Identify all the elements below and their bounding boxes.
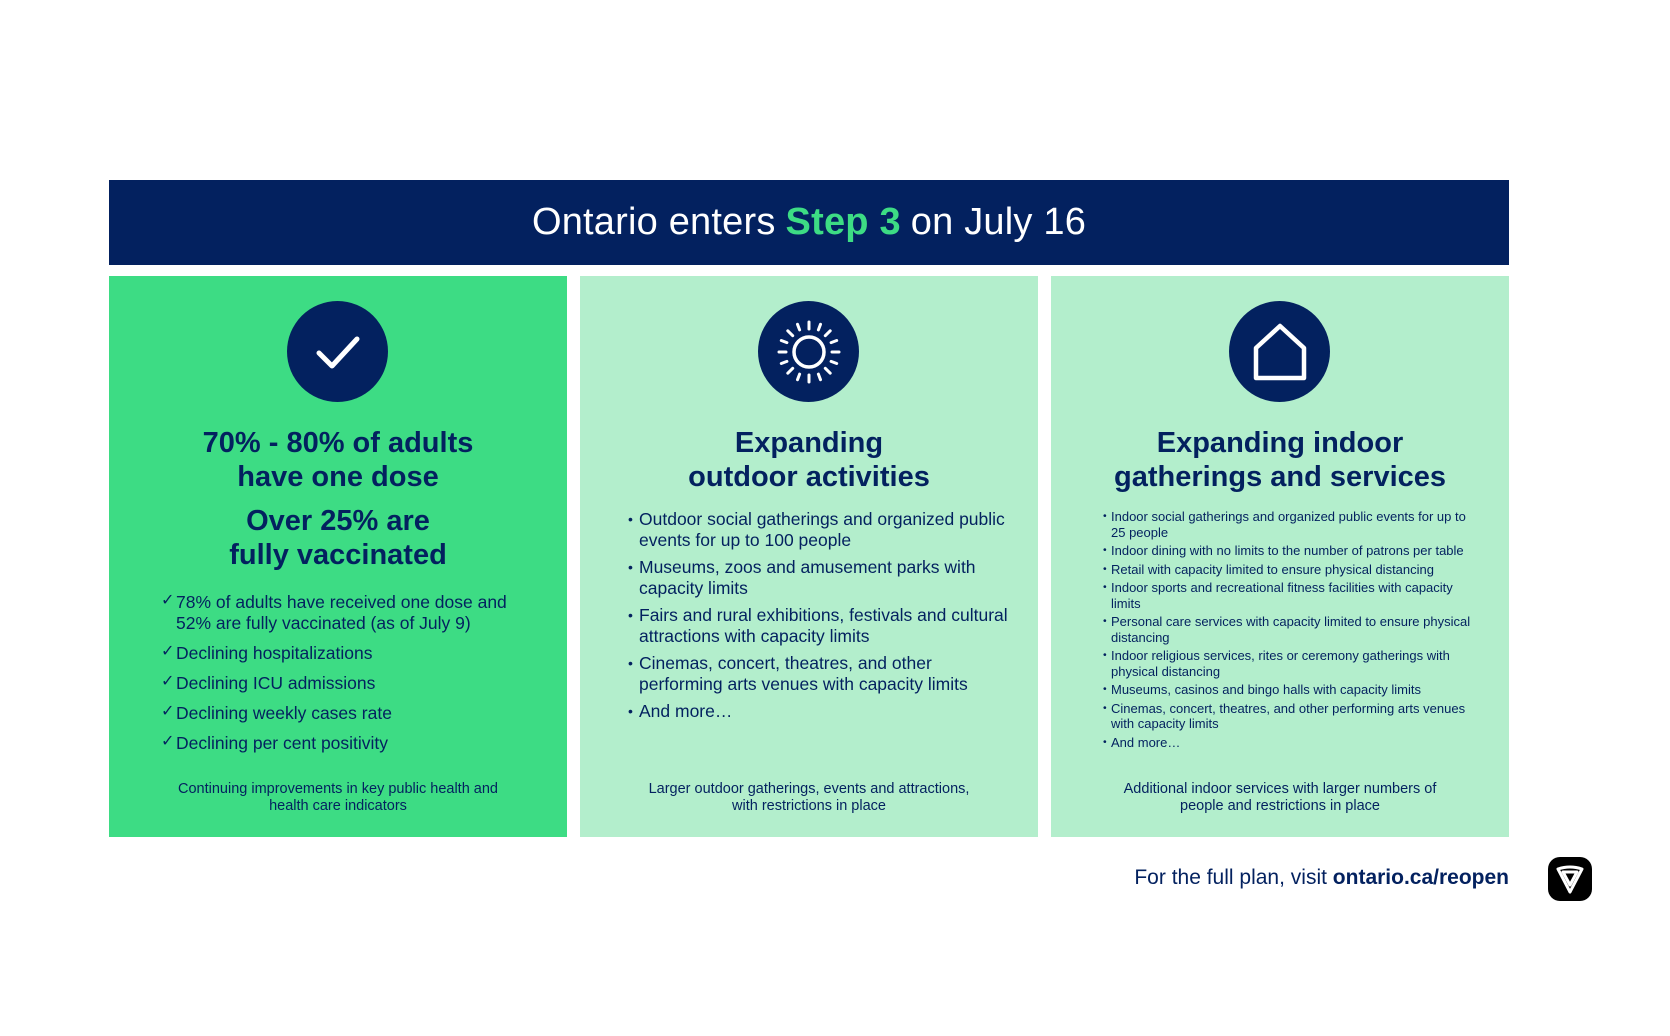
- list-item: • And more…: [1103, 735, 1473, 751]
- card-heading: [580, 426, 1038, 494]
- banner-prefix: Ontario enters: [531, 201, 776, 243]
- list-item: • Indoor dining with no limits to the number of patrons per table: [1103, 543, 1473, 559]
- list-item: • Cinemas, concert, theatres, and other performing arts venues with capacity limits: [628, 653, 1008, 695]
- heading-line: Expanding indoor: [1156, 427, 1404, 459]
- check-mark-icon: ✓: [161, 733, 175, 750]
- indicator-list: [161, 592, 541, 763]
- indoor-list: [1103, 509, 1473, 753]
- card-footer: Additional indoor services with larger numbers of people and restrictions in place: [1123, 781, 1437, 814]
- list-item-text: 78% of adults have received one dose and 52% are fully vaccinated (as of July 9): [176, 592, 507, 633]
- card-footer: Continuing improvements in key public health and health care indicators: [178, 781, 498, 814]
- list-item: [161, 733, 541, 754]
- card-subheading: [109, 504, 567, 572]
- heading-line: outdoor activities: [688, 461, 930, 493]
- list-item: • Outdoor social gatherings and organized public events for up to 100 people: [628, 509, 1008, 551]
- list-item-text: Declining per cent positivity: [176, 733, 389, 753]
- list-item: • Indoor social gatherings and organized public events for up to 25 people: [1103, 509, 1473, 540]
- list-item: • Personal care services with capacity limited to ensure physical distancing: [1103, 614, 1473, 645]
- heading-line: Expanding: [734, 427, 884, 459]
- banner-suffix: on July 16: [910, 201, 1087, 243]
- list-item: • Museums, casinos and bingo halls with capacity limits: [1103, 682, 1473, 698]
- list-item-text: Declining ICU admissions: [176, 673, 376, 693]
- card-heading: [1051, 426, 1509, 494]
- vaccination-card: [109, 276, 567, 837]
- check-mark-icon: ✓: [161, 673, 175, 690]
- heading-line: 70% - 80% of adults: [202, 427, 474, 459]
- full-plan-footer: [1000, 866, 1509, 890]
- check-mark-icon: ✓: [161, 592, 175, 609]
- heading-line: have one dose: [237, 461, 439, 493]
- subheading-line: fully vaccinated: [229, 539, 447, 571]
- list-item: [161, 592, 541, 634]
- card-heading: [109, 426, 567, 494]
- subheading-line: Over 25% are: [246, 505, 430, 537]
- list-item: • Fairs and rural exhibitions, festivals and cultural attractions with capacity limits: [628, 605, 1008, 647]
- reopen-link[interactable]: ontario.ca/reopen: [1332, 866, 1509, 889]
- outdoor-list: [628, 509, 1008, 728]
- list-item-text: Declining hospitalizations: [176, 643, 373, 663]
- list-item: • Indoor religious services, rites or ceremony gatherings with physical distancing: [1103, 648, 1473, 679]
- list-item: • Retail with capacity limited to ensure physical distancing: [1103, 562, 1473, 578]
- sun-icon: [758, 301, 859, 402]
- list-item: [161, 703, 541, 724]
- list-item: • And more…: [628, 701, 1008, 722]
- list-item: • Cinemas, concert, theatres, and other performing arts venues with capacity limits: [1103, 701, 1473, 732]
- heading-line: gatherings and services: [1113, 461, 1447, 493]
- list-item: [161, 673, 541, 694]
- page-title-banner: [109, 180, 1509, 265]
- list-item: • Museums, zoos and amusement parks with capacity limits: [628, 557, 1008, 599]
- ontario-trillium-logo-icon: [1548, 857, 1592, 901]
- outdoor-activities-card: [580, 276, 1038, 837]
- list-item-text: Declining weekly cases rate: [176, 703, 392, 723]
- footer-prefix: For the full plan, visit: [1134, 866, 1327, 889]
- check-mark-icon: ✓: [161, 703, 175, 720]
- checkmark-icon: [287, 301, 388, 402]
- indoor-services-card: [1051, 276, 1509, 837]
- banner-highlight: Step 3: [785, 201, 901, 243]
- list-item: • Indoor sports and recreational fitness facilities with capacity limits: [1103, 580, 1473, 611]
- card-footer: Larger outdoor gatherings, events and attractions, with restrictions in place: [648, 781, 970, 814]
- check-mark-icon: ✓: [161, 643, 175, 660]
- list-item: [161, 643, 541, 664]
- house-icon: [1229, 301, 1330, 402]
